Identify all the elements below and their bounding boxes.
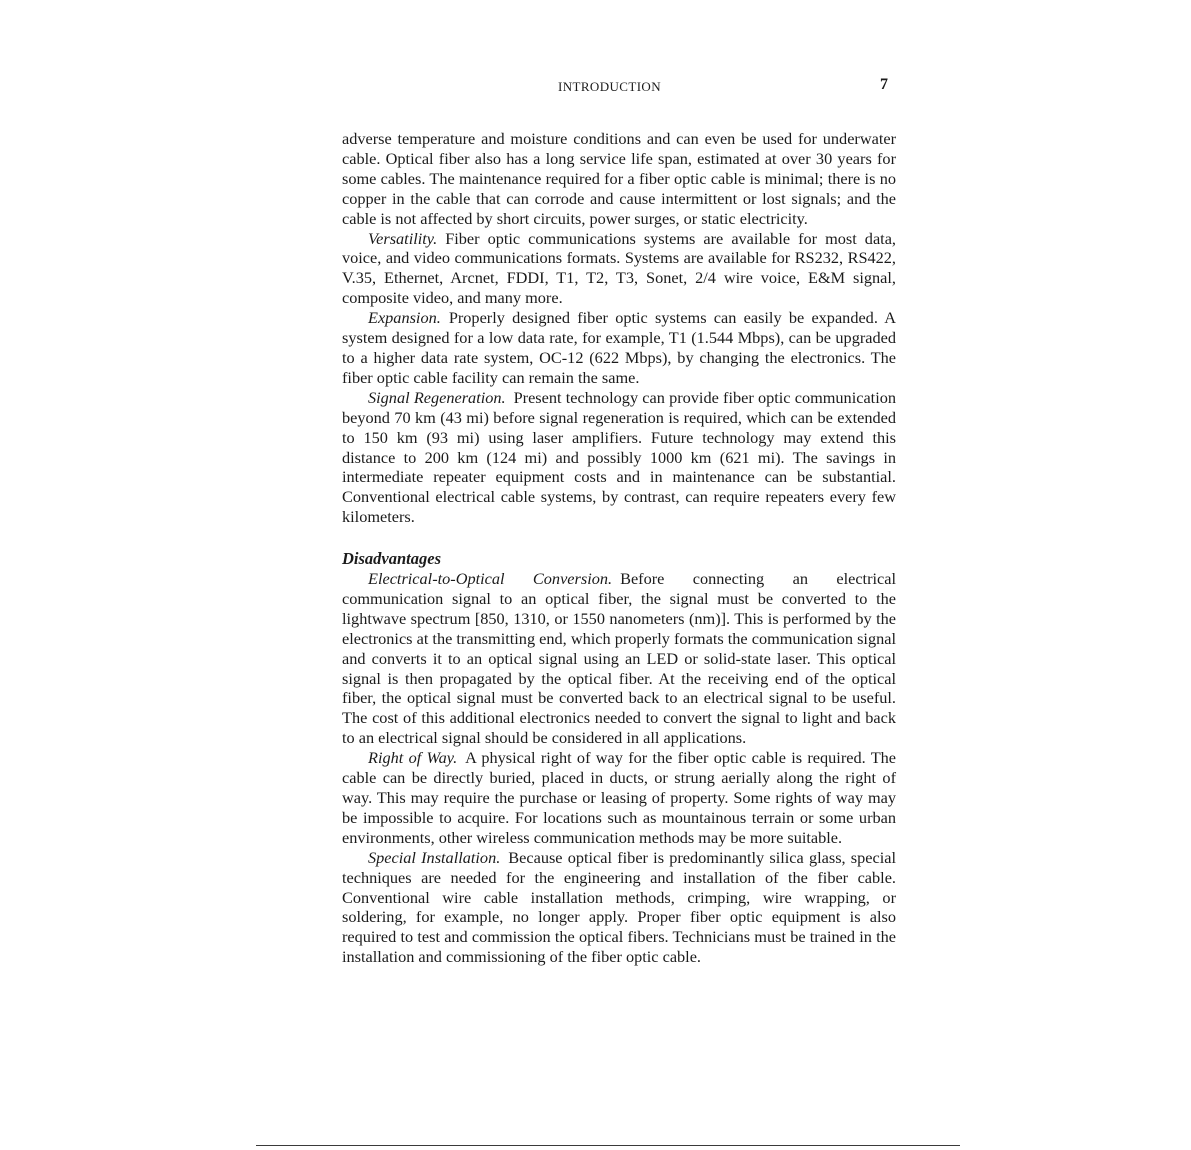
- paragraph-expansion: [342, 308, 896, 388]
- run-in-term: Right of Way.: [368, 748, 458, 768]
- section-heading-disadvantages: Disadvantages: [342, 549, 441, 569]
- paragraph-signal-regeneration: [342, 388, 896, 527]
- run-in-term: Expansion.: [368, 308, 441, 328]
- paragraph-continued: adverse temperature and moisture conditions and can even be used for underwater cable. Optical fiber also has a long service life span, estimated at over 30 years for some cables. The maintenance required for a fiber optic cable is minimal; there is no copper in the cable that can corrode and cause intermittent or lost signals; and the cable is not affected by short circuits, power surges, or static electricity.: [342, 129, 896, 228]
- run-in-term: Special Installation.: [368, 847, 501, 867]
- paragraph-text: Because optical fiber is predominantly silica glass, special techniques are needed for the engineering and installation of the fiber cable. Conventional wire cable installation methods, crimping, wire wrapping, or soldering, for example, no longer apply. Proper fiber optic equipment is also required to test and commission the optical fibers. Technicians must be trained in the installation and commissioning of the fiber optic cable.: [342, 847, 897, 967]
- run-in-term: Electrical-to-Optical Conversion.: [368, 569, 613, 589]
- page-number: 7: [880, 76, 888, 93]
- paragraph-text: Before connecting an electrical communication signal to an optical fiber, the signal must be converted to the lightwave spectrum [850, 1310, or 1550 nanometers (nm)]. This is performed by the electronics at the transmitting end, which properly formats the communication signal and converts it to an optical signal using an LED or solid-state laser. This optical signal is then propagated by the optical fiber. At the receiving end of the optical fiber, the optical signal must be converted back to an electrical signal to be useful. The cost of this additional electronics needed to convert the signal to light and back to an electrical signal should be considered in all applications.: [342, 569, 897, 748]
- paragraph-right-of-way: [342, 748, 896, 848]
- paragraph-text: A physical right of way for the fiber optic cable is required. The cable can be directly buried, placed in ducts, or strung aerially along the right of way. This may require the purchase or leasing of property. Some rights of way may be impossible to acquire. For locations such as mountainous terrain or some urban environments, other wireless communication methods may be more suitable.: [342, 748, 897, 847]
- run-in-term: Versatility.: [368, 228, 438, 248]
- running-head: INTRODUCTION: [558, 79, 662, 94]
- body-text: [342, 129, 896, 967]
- page-bottom-rule: [256, 1145, 960, 1146]
- paragraph-text: Properly designed fiber optic systems can easily be expanded. A system designed for a low data rate, for example, T1 (1.544 Mbps), can be upgraded to a higher data rate system, OC-12 (622 Mbps), by changing the electronics. The fiber optic cable facility can remain the same.: [342, 308, 896, 387]
- paragraph-versatility: [342, 229, 896, 309]
- paragraph-special-installation: [342, 848, 896, 967]
- paragraph-text: Fiber optic communications systems are available for most data, voice, and video communications formats. Systems are available for RS232, RS422, V.35, Ethernet, Arcnet, FDDI, T1, T2, T3, Sonet, 2/4 wire voice, E&M signal, composite video, and many more.: [342, 228, 896, 308]
- run-in-term: Signal Regeneration.: [368, 387, 506, 407]
- paragraph-text: Present technology can provide fiber optic communication beyond 70 km (43 mi) before signal regeneration is required, which can be extended to 150 km (93 mi) using laser amplifiers. Future technology may extend this distance to 200 km (124 mi) and possibly 1000 km (621 mi). The savings in intermediate repeater equipment costs and in maintenance can be substantial. Conventional electrical cable systems, by contrast, can require repeaters every few kilometers.: [342, 387, 897, 527]
- paragraph-electrical-to-optical: [342, 569, 896, 748]
